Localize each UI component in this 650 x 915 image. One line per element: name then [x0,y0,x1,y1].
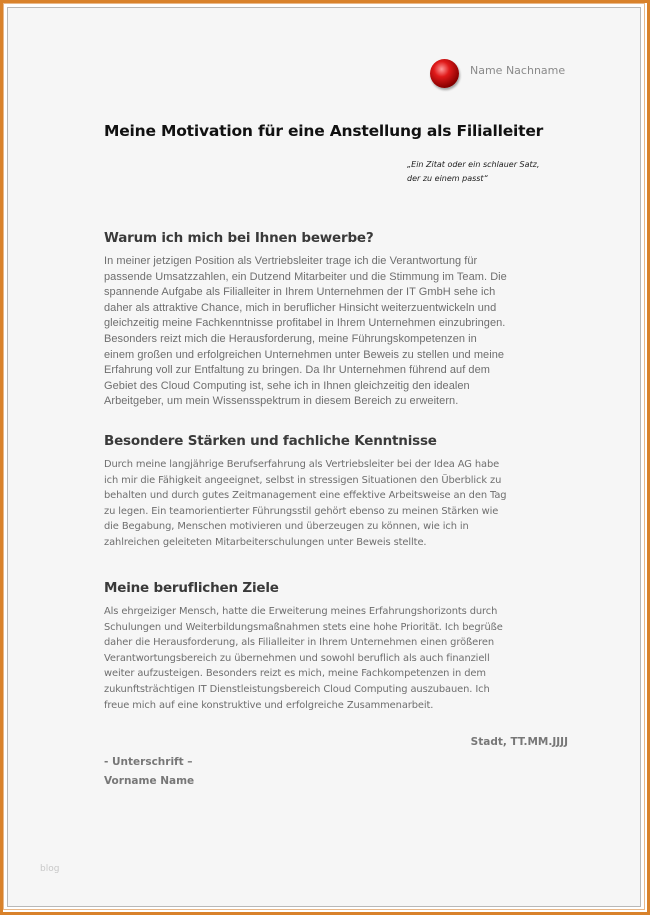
watermark: blog [40,864,60,874]
place-date: Stadt, TT.MM.JJJJ [470,736,568,748]
paragraph-line: Besonders reizt mich die Herausforderung, meine Führungskompetenzen in [104,332,477,345]
paragraph-line: die Begabung, Menschen motivieren und überzeugen zu können, wie ich in [104,521,469,533]
paragraph-line: zu legen. Ein teamorientierter Führungsstil gehört ebenso zu meinen Stärken wie [104,505,499,517]
signature-placeholder: - Unterschrift – [104,756,193,768]
paragraph-line: spannende Aufgabe als Filialleiter in Ihrem Unternehmen der IT GmbH sehe ich [104,286,496,299]
paragraph-line: gleichzeitig meine Fachkenntnisse profitabel in Ihrem Unternehmen einzubringen. [104,317,506,330]
paragraph-line: Verantwortungsbereich zu übernehmen und sowohl beruflich als auch finanziell [104,652,490,664]
paragraph-line: daher als attraktive Chance, mich in beruflicher Hinsicht weiterzuentwickeln und [104,301,497,314]
paragraph-line: behalten und durch gutes Zeitmanagement eine effektive Arbeitsweise an den Tag [104,490,507,502]
paragraph-line: Als ehrgeiziger Mensch, hatte die Erweiterung meines Erfahrungshorizonts durch [104,606,498,617]
section-paragraph-why [104,254,507,410]
document-title: Meine Motivation für eine Anstellung als Filialleiter [104,122,544,140]
paragraph-line: daher die Herausforderung, als Filialleiter in Ihrem Unternehmen einen größeren [104,637,495,649]
section-paragraph-goals [104,604,503,713]
paragraph-line: Gebiet des Cloud Computing ist, sehe ich in Ihnen gleichzeitig den idealen [104,379,470,392]
paragraph-line: In meiner jetzigen Position als Vertriebsleiter trage ich die Verantwortung für [104,255,478,267]
red-gem-logo-icon [430,59,459,88]
section-heading-goals: Meine beruflichen Ziele [104,580,279,596]
paragraph-line: Erfahrung voll zur Entfaltung zu bringen. Da Ihr Unternehmen führend auf dem [104,364,490,377]
paragraph-line: ich mir die Fähigkeit angeeignet, selbst in stressigen Situationen den Überblick zu [104,474,502,486]
section-heading-strengths: Besondere Stärken und fachliche Kenntnisse [104,433,437,449]
quote [407,158,587,186]
section-paragraph-strengths [104,457,506,551]
section-heading-why: Warum ich mich bei Ihnen bewerbe? [104,230,374,246]
header-name: Name Nachname [470,64,566,77]
paragraph-line: passende Umsatzzahlen, ein Dutzend Mitarbeiter und die Stimmung im Team. Die [104,270,507,283]
quote-line: „Ein Zitat oder ein schlauer Satz, [407,160,540,169]
paragraph-line: freue mich auf eine konstruktive und erfolgreiche Zusammenarbeit. [104,699,434,711]
quote-line: der zu einem passt“ [407,174,488,183]
paragraph-line: einem großen und erfolgreichen Unternehmen unter Beweis zu stellen und meine [104,348,505,361]
paragraph-line: Arbeitgeber, um mein Wissensspektrum in diesem Bereich zu erweitern. [104,395,459,408]
paragraph-line: zahlreichen geleiteten Mitarbeiterschulungen unter Beweis stellte. [104,536,427,548]
paragraph-line: Durch meine langjährige Berufserfahrung als Vertriebsleiter bei der Idea AG habe [104,459,500,470]
paragraph-line: zukunftsträchtigen IT Dienstleistungsbereich Cloud Computing auszubauen. Ich [104,683,490,695]
paragraph-line: Schulungen und Weiterbildungsmaßnahmen stets eine hohe Priorität. Ich begrüße [104,621,503,633]
signer-name: Vorname Name [104,775,195,787]
paragraph-line: weiter aufzusteigen. Besonders reizt es mich, meine Fachkompetenzen in dem [104,668,486,680]
